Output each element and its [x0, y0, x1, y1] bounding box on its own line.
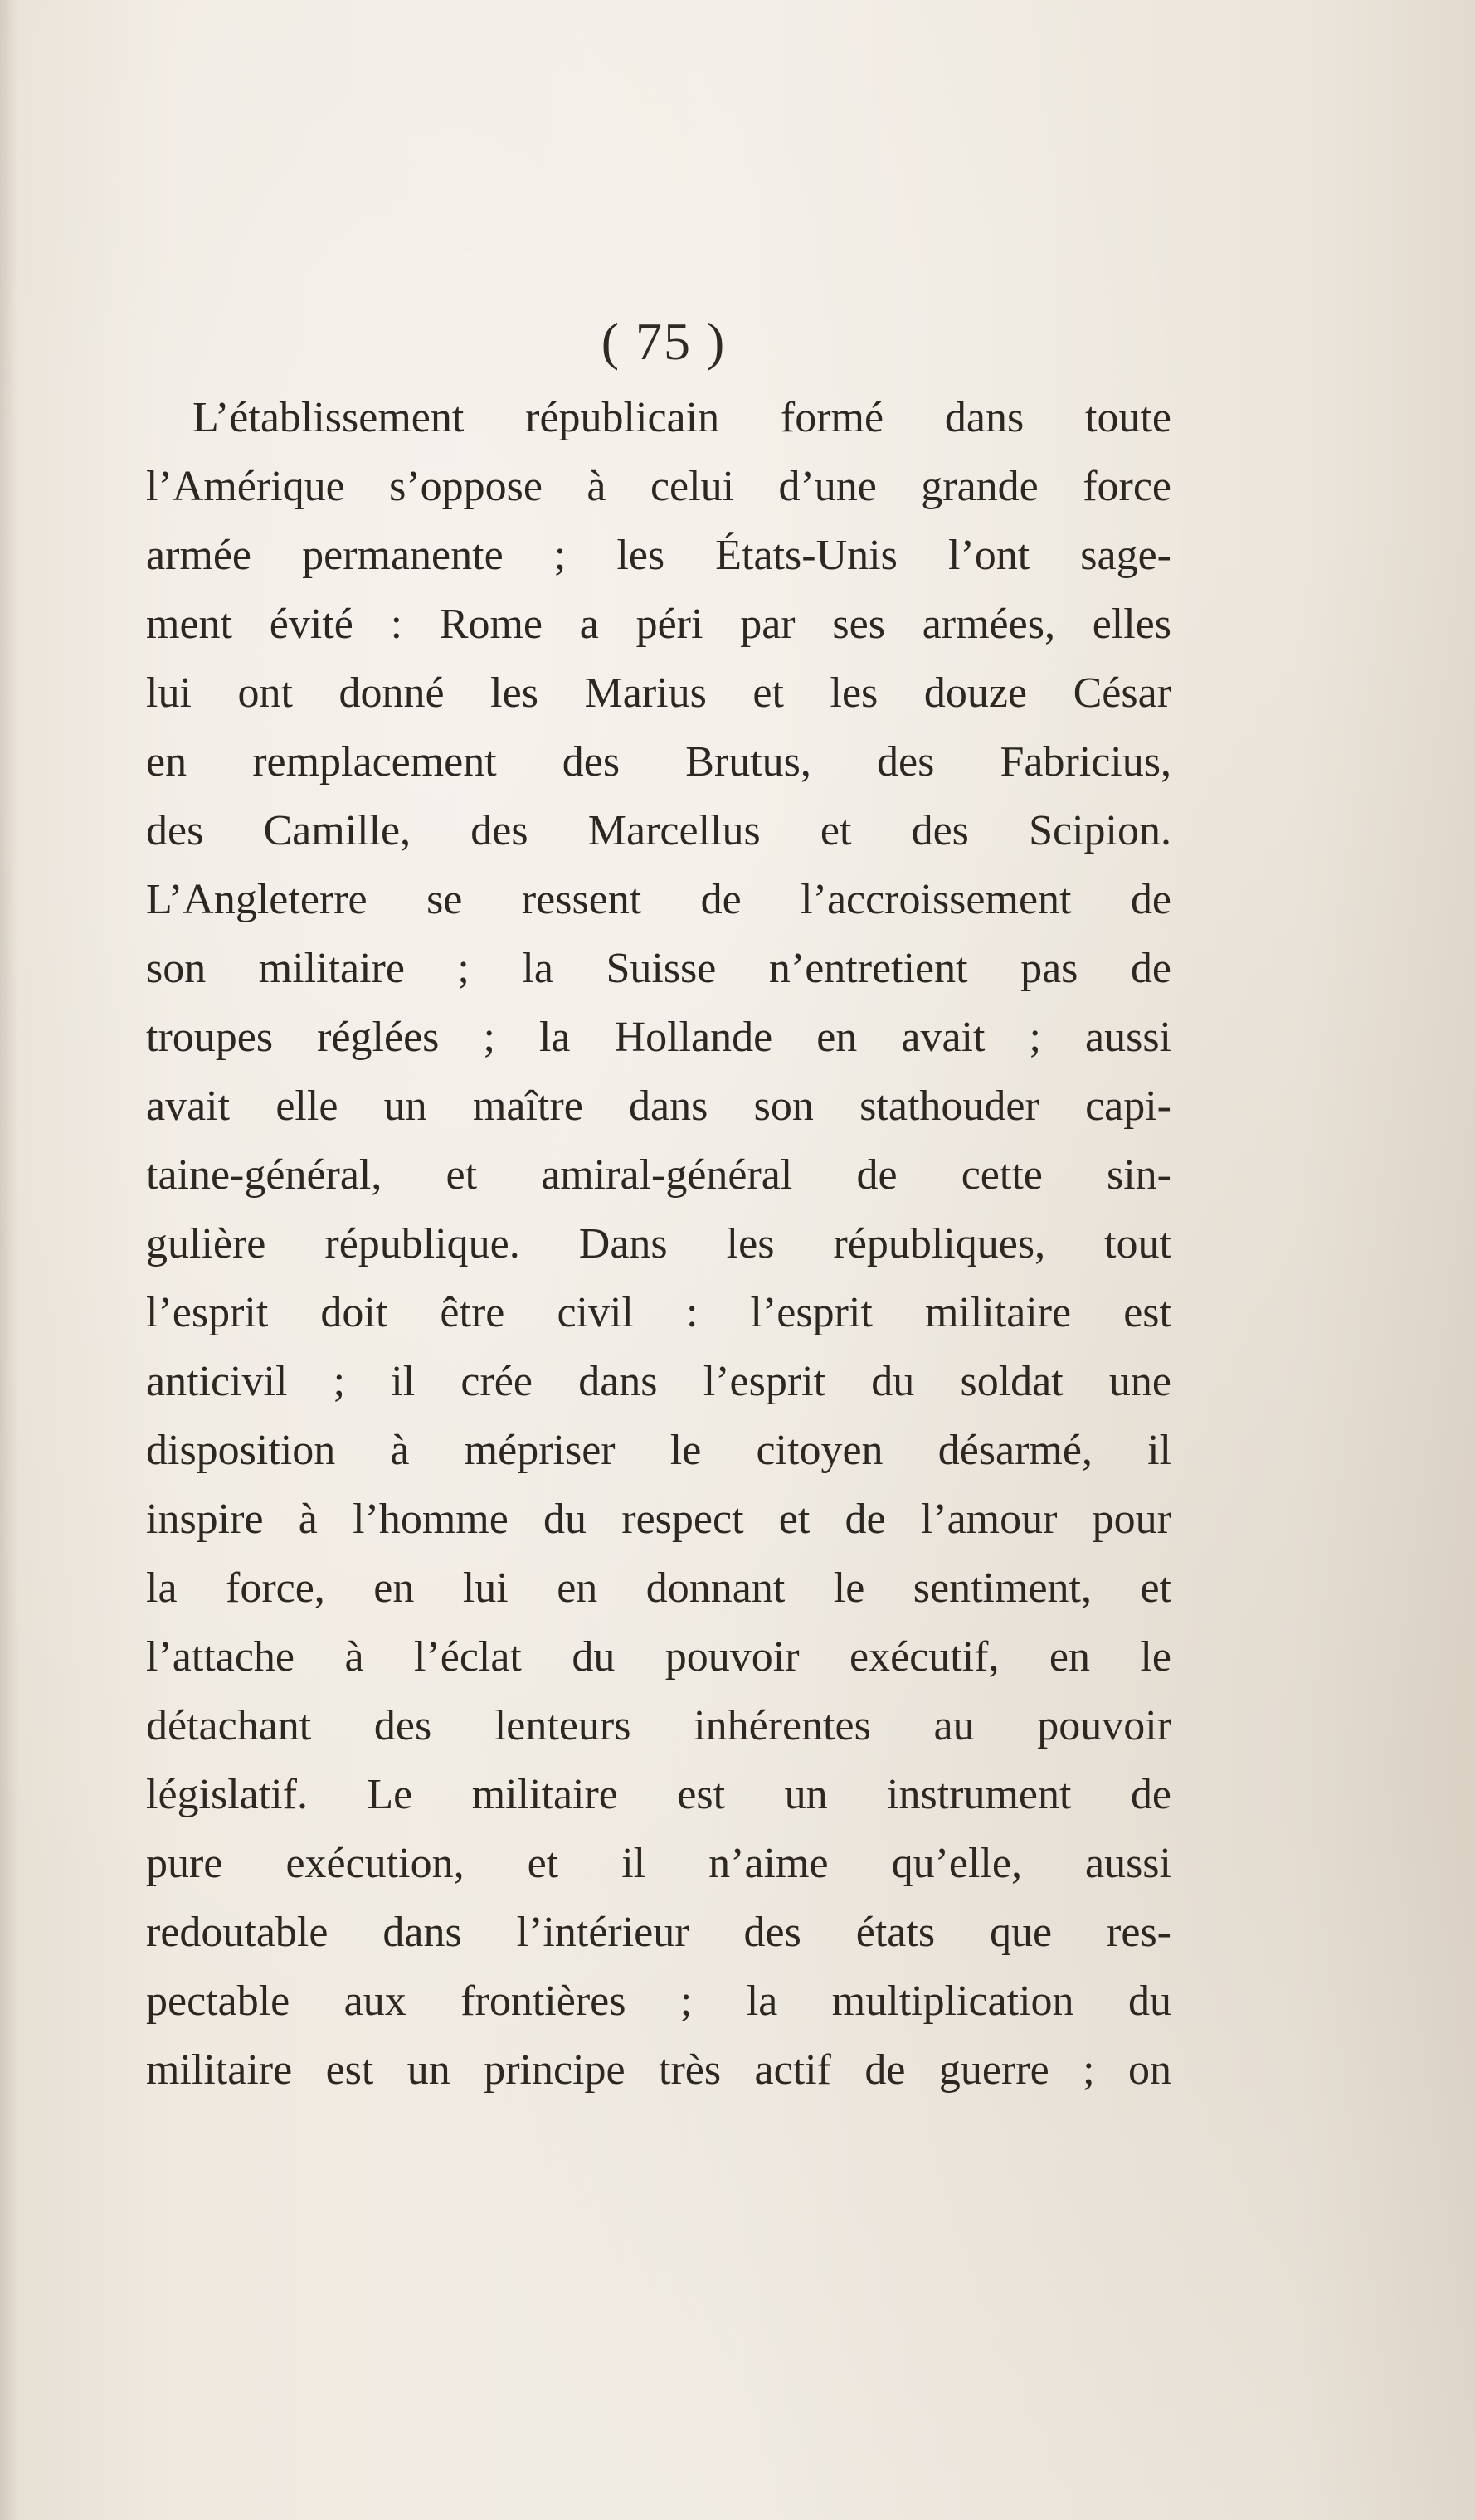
text-line: l’attache à l’éclat du pouvoir exécutif, en le: [146, 1633, 1171, 1681]
text-line: détachant des lenteurs inhérentes au pouvoir: [146, 1702, 1171, 1749]
text-line: troupes réglées ; la Hollande en avait ; aussi: [146, 1014, 1171, 1061]
page-number: ( 75 ): [601, 312, 727, 371]
text-line: armée permanente ; les États-Unis l’ont sage-: [146, 532, 1171, 579]
body-text: [146, 383, 1171, 2104]
text-line: l’Amérique s’oppose à celui d’une grande force: [146, 463, 1171, 510]
text-line: son militaire ; la Suisse n’entretient pas de: [146, 945, 1171, 992]
text-line: lui ont donné les Marius et les douze César: [146, 669, 1171, 717]
text-line: l’esprit doit être civil : l’esprit militaire est: [146, 1289, 1171, 1336]
text-line: militaire est un principe très actif de guerre ; on: [146, 2046, 1171, 2094]
text-line: législatif. Le militaire est un instrument de: [146, 1771, 1171, 1818]
text-line: taine-général, et amiral-général de cette sin-: [146, 1151, 1171, 1199]
text-line: pure exécution, et il n’aime qu’elle, aussi: [146, 1840, 1171, 1887]
text-line: inspire à l’homme du respect et de l’amour pour: [146, 1496, 1171, 1543]
text-line: redoutable dans l’intérieur des états que res-: [146, 1909, 1171, 1956]
text-line: ment évité : Rome a péri par ses armées, elles: [146, 601, 1171, 648]
text-line: avait elle un maître dans son stathouder capi-: [146, 1082, 1171, 1130]
text-line: pectable aux frontières ; la multiplication du: [146, 1978, 1171, 2025]
text-line: L’Angleterre se ressent de l’accroissement de: [146, 876, 1171, 923]
text-line: disposition à mépriser le citoyen désarmé, il: [146, 1427, 1171, 1474]
text-line: en remplacement des Brutus, des Fabricius,: [146, 738, 1171, 786]
text-line: L’établissement républicain formé dans toute: [192, 394, 1171, 441]
text-line: anticivil ; il crée dans l’esprit du soldat une: [146, 1358, 1171, 1405]
text-line: la force, en lui en donnant le sentiment, et: [146, 1564, 1171, 1612]
text-line: gulière république. Dans les républiques, tout: [146, 1220, 1171, 1267]
text-line: des Camille, des Marcellus et des Scipion.: [146, 807, 1171, 854]
